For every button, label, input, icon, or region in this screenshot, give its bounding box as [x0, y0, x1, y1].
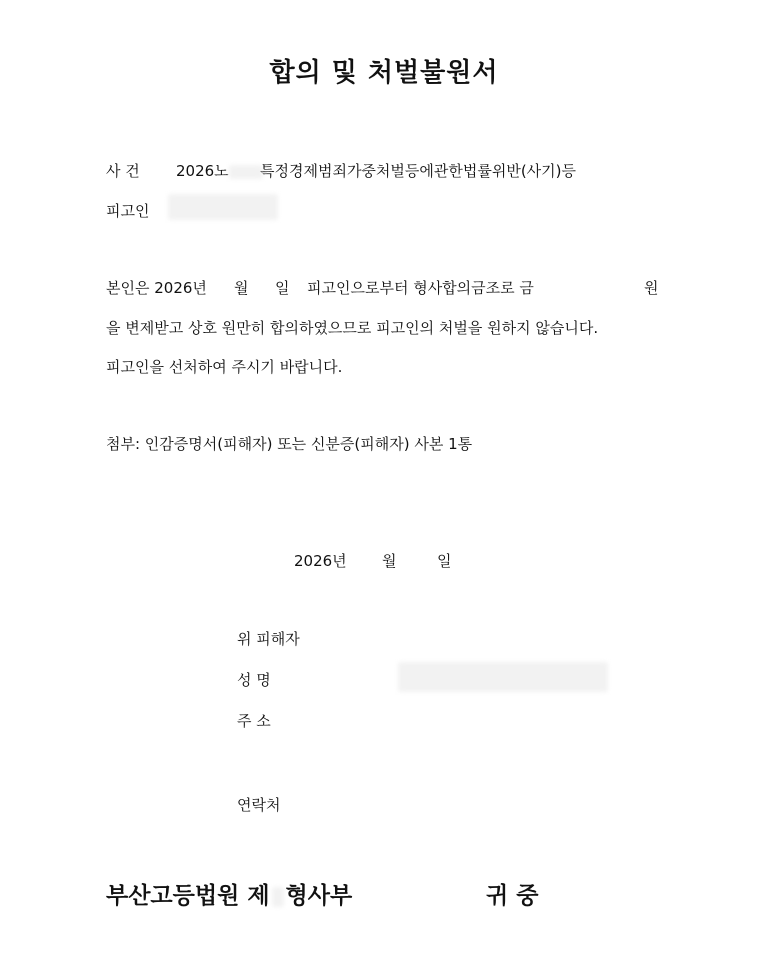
- date-day: 일: [437, 552, 452, 570]
- date-year: 2026년: [294, 552, 347, 570]
- date-month: 월: [382, 552, 397, 570]
- document-title: 합의 및 처벌불원서: [269, 58, 499, 88]
- body-won: 원: [644, 279, 659, 297]
- case-label: 사 건: [106, 162, 140, 180]
- court-name-start: 부산고등법원 제: [106, 883, 270, 909]
- honorific: 귀 중: [486, 883, 539, 909]
- case-number: [176, 160, 263, 181]
- redacted-defendant-name: [168, 194, 278, 220]
- court-name: [106, 877, 352, 910]
- signer-contact-label: 연락처: [237, 796, 281, 814]
- case-name: 특정경제범죄가중처벌등에관한법률위반(사기)등: [260, 162, 576, 180]
- defendant-label: 피고인: [106, 202, 150, 220]
- case-number-prefix: 2026노: [176, 162, 229, 180]
- signer-address-label: 주 소: [237, 712, 271, 730]
- body-line1-start: 본인은 2026년: [106, 279, 207, 297]
- body-line3: 피고인을 선처하여 주시기 바랍니다.: [106, 358, 343, 376]
- redacted-signer-name: [398, 662, 608, 692]
- redacted-division-number: [272, 887, 284, 907]
- court-name-end: 형사부: [285, 883, 353, 909]
- signer-role: 위 피해자: [237, 630, 300, 648]
- body-day: 일: [275, 279, 290, 297]
- body-month: 월: [234, 279, 249, 297]
- redacted-case-number: [229, 165, 263, 179]
- body-line1-middle: 피고인으로부터 형사합의금조로 금: [307, 279, 534, 297]
- attachment-note: 첨부: 인감증명서(피해자) 또는 신분증(피해자) 사본 1통: [106, 435, 473, 453]
- signer-name-label: 성 명: [237, 671, 271, 689]
- body-line2: 을 변제받고 상호 원만히 합의하였으므로 피고인의 처벌을 원하지 않습니다.: [106, 319, 599, 337]
